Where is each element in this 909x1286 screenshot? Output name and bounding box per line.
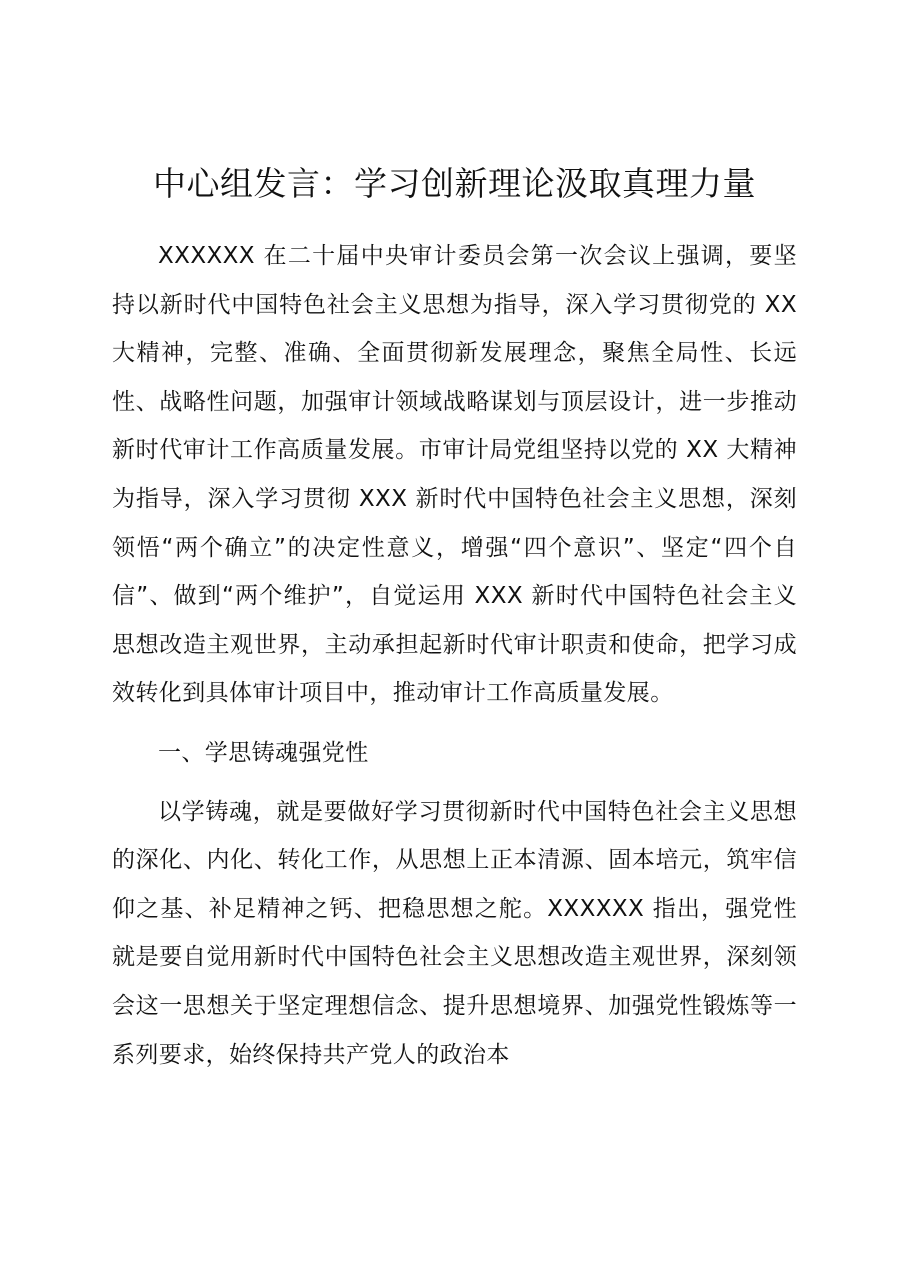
- section-heading: 一、学思铸魂强党性: [158, 739, 369, 766]
- section-paragraph: 以学铸魂，就是要做好学习贯彻新时代中国特色社会主义思想的深化、内化、转化工作，从思想上正本清源、固本培元，筑牢信仰之基、补足精神之钙、把稳思想之舵。XXXXXX 指出，强党性就是要自觉用新时代中国特色社会主义思想改造主观世界，深刻领会这一思想关于坚定理想信念、提升思想境界、加强党性锻炼等一系列要求，始终保持共产党人的政治本: [112, 798, 797, 1068]
- document-title: 中心组发言：学习创新理论汲取真理力量: [153, 164, 756, 203]
- intro-paragraph: XXXXXX 在二十届中央审计委员会第一次会议上强调，要坚持以新时代中国特色社会主义思想为指导，深入学习贯彻党的 XX 大精神，完整、准确、全面贯彻新发展理念，聚焦全局性、长远性、战略性问题，加强审计领域战略谋划与顶层设计，进一步推动新时代审计工作高质量发展。市审计局党组坚持以党的 XX 大精神为指导，深入学习贯彻 XXX 新时代中国特色社会主义思想，深刻领悟“两个确立”的决定性意义，增强“四个意识”、坚定“四个自信”、做到“两个维护”，自觉运用 XXX 新时代中国特色社会主义思想改造主观世界，主动承担起新时代审计职责和使命，把学习成效转化到具体审计项目中，推动审计工作高质量发展。: [112, 243, 797, 707]
- document-body: [112, 232, 797, 1079]
